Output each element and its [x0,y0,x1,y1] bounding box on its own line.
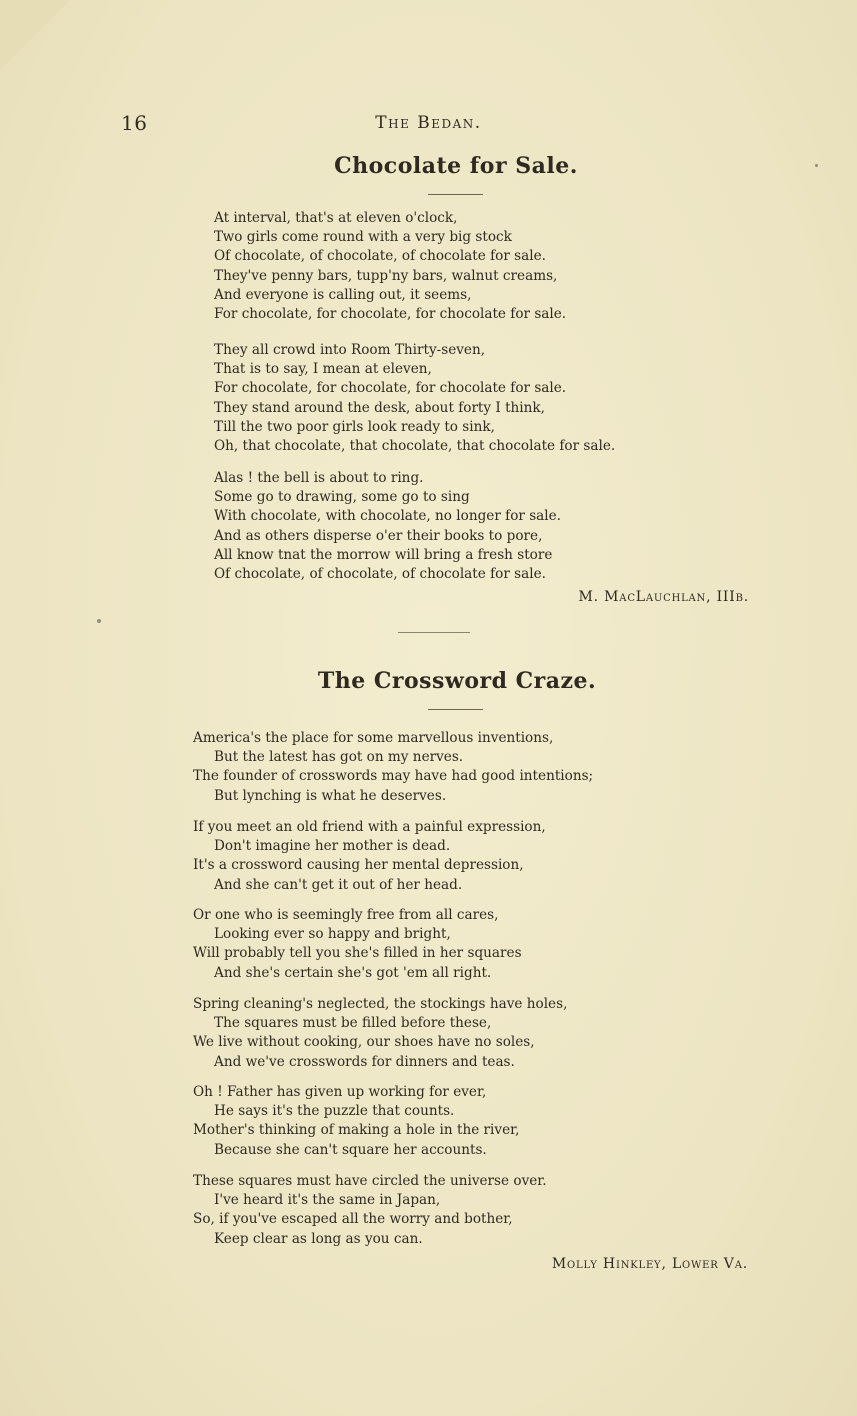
verse-line: Will probably tell you she's filled in her squares [193,945,522,962]
title-rule [428,194,483,195]
verse-line: And everyone is calling out, it seems, [214,286,472,303]
verse-line: But the latest has got on my nerves. [214,749,464,766]
verse-line: Spring cleaning's neglected, the stockings have holes, [193,996,568,1012]
verse-line: If you meet an old friend with a painful expression, [193,819,546,835]
stanza [214,469,561,584]
stanza [193,1172,547,1249]
verse-line: And she's certain she's got 'em all right. [214,964,492,981]
verse-line: Oh, that chocolate, that chocolate, that chocolate for sale. [214,438,616,455]
verse-line: For chocolate, for chocolate, for chocolate for sale. [214,306,567,323]
verse-line: Don't imagine her mother is dead. [214,838,451,855]
stanza [193,906,522,983]
page-corner-fold [0,0,70,70]
verse-line: And we've crosswords for dinners and teas. [214,1053,515,1070]
stanza [214,209,566,324]
verse-line: Or one who is seemingly free from all cares, [193,907,499,923]
stanza [214,341,615,456]
verse-line: That is to say, I mean at eleven, [214,361,432,378]
verse-line: Oh ! Father has given up working for ever, [193,1084,487,1100]
poem-title: Chocolate for Sale. [334,153,578,179]
verse-line: It's a crossword causing her mental depression, [193,857,524,874]
verse-line: Till the two poor girls look ready to sink, [214,418,495,435]
page-number: 16 [121,111,148,135]
verse-line: So, if you've escaped all the worry and bother, [193,1211,513,1228]
verse-line: But lynching is what he deserves. [214,787,447,804]
verse-line: And she can't get it out of her head. [214,876,463,893]
title-rule [428,709,483,710]
verse-line: America's the place for some marvellous inventions, [193,730,554,746]
stanza [193,729,593,806]
verse-line: For chocolate, for chocolate, for chocolate for sale. [214,380,567,397]
verse-line: They've penny bars, tupp'ny bars, walnut creams, [214,267,558,284]
verse-line: They stand around the desk, about forty I think, [214,399,545,416]
section-divider [398,632,470,633]
verse-line: Because she can't square her accounts. [214,1141,487,1158]
paper-speck [97,619,101,623]
verse-line: Looking ever so happy and bright, [214,926,451,943]
verse-line: The squares must be filled before these, [214,1015,492,1032]
stanza [193,818,546,895]
stanza [193,995,567,1072]
verse-line: And as others disperse o'er their books to pore, [214,527,543,544]
running-head: The Bedan. [375,113,482,133]
verse-line: All know tnat the morrow will bring a fresh store [214,546,553,563]
verse-line: With chocolate, with chocolate, no longer for sale. [214,508,561,525]
verse-line: The founder of crosswords may have had good intentions; [193,768,594,785]
poem-title: The Crossword Craze. [317,668,597,694]
verse-line: Some go to drawing, some go to sing [214,489,470,506]
verse-line: Two girls come round with a very big stock [214,229,512,246]
verse-line: Mother's thinking of making a hole in the river, [193,1122,520,1139]
verse-line: They all crowd into Room Thirty-seven, [214,342,486,358]
verse-line: At interval, that's at eleven o'clock, [214,210,458,226]
verse-line: Of chocolate, of chocolate, of chocolate for sale. [214,566,546,583]
stanza [193,1083,519,1160]
verse-line: He says it's the puzzle that counts. [214,1103,455,1120]
poem-author: Molly Hinkley, Lower Va. [551,1256,748,1272]
verse-line: I've heard it's the same in Japan, [214,1192,441,1209]
verse-line: Of chocolate, of chocolate, of chocolate for sale. [214,248,546,265]
poem-author: M. MacLauchlan, IIIb. [578,589,749,605]
verse-line: Keep clear as long as you can. [214,1230,423,1247]
verse-line: Alas ! the bell is about to ring. [214,470,424,486]
verse-line: These squares must have circled the universe over. [193,1173,547,1189]
verse-line: We live without cooking, our shoes have no soles, [193,1034,535,1051]
paper-speck [815,164,818,167]
